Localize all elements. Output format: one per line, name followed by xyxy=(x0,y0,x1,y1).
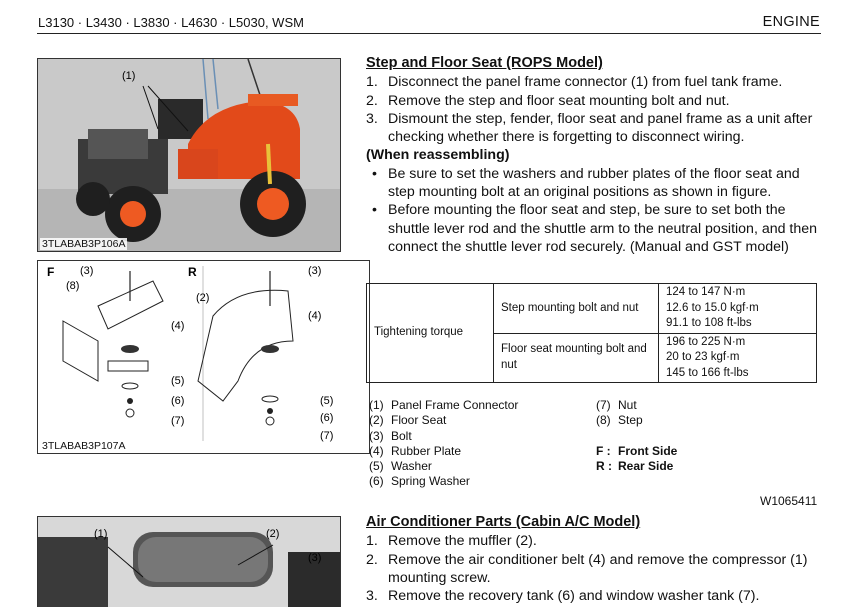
reassembling-bullet: • Be sure to set the washers and rubber plates of the floor seat and step mounting bolt at an original positions as shown in figure. xyxy=(372,165,800,201)
f-callout-8: (8) xyxy=(66,280,80,292)
legend-item: (4) Rubber Plate xyxy=(369,443,462,458)
header-models: L3130 · L3430 · L3830 · L4630 · L5030, WSM xyxy=(38,15,304,30)
r-callout-5: (5) xyxy=(320,395,334,407)
torque-item: Floor seat mounting bolt and nut xyxy=(494,333,659,383)
section1-step: 2. Remove the step and floor seat mounting bolt and nut. xyxy=(366,92,730,109)
fig3-callout-3: (3) xyxy=(308,552,322,564)
f-callout-6: (6) xyxy=(171,395,185,407)
parts-legend-left xyxy=(369,398,518,490)
section2 xyxy=(366,513,822,605)
legend-item: (2) Floor Seat xyxy=(369,413,447,428)
tractor-photo xyxy=(37,58,341,252)
floor-seat-diagram xyxy=(37,260,370,454)
section1-code: W1065411 xyxy=(760,494,818,508)
legend-item: (6) Spring Washer xyxy=(369,474,470,489)
section1 xyxy=(366,54,822,256)
front-side-label: F xyxy=(47,265,55,279)
f-callout-3: (3) xyxy=(80,265,94,277)
f-callout-7: (7) xyxy=(171,415,185,427)
header-rule xyxy=(37,33,821,34)
section2-step: 3. Remove the recovery tank (6) and window washer tank (7). xyxy=(366,588,760,605)
ac-parts-photo xyxy=(37,516,341,607)
torque-values: 124 to 147 N·m 12.6 to 15.0 kgf·m 91.1 to 108 ft-lbs xyxy=(659,284,817,334)
torque-item: Step mounting bolt and nut xyxy=(494,284,659,334)
reassembling-bullet: • Before mounting the floor seat and step, be sure to set both the shuttle lever rod and the shuttle arm to the neutral position, and then connect the shuttle lever rod securely. (Manual and GST model) xyxy=(372,202,818,255)
section1-title: Step and Floor Seat (ROPS Model) xyxy=(366,55,603,71)
figure2-code: 3TLABAB3P107A xyxy=(42,440,126,452)
reassembling-title: (When reassembling) xyxy=(366,147,510,164)
r-callout-2: (2) xyxy=(196,292,210,304)
figure1-code: 3TLABAB3P106A xyxy=(42,238,126,250)
header-section: ENGINE xyxy=(762,14,820,30)
section1-step: 1. Disconnect the panel frame connector (1) from fuel tank frame. xyxy=(366,74,783,91)
torque-table xyxy=(366,283,817,383)
torque-values: 196 to 225 N·m 20 to 23 kgf·m 145 to 166 ft-lbs xyxy=(659,333,817,383)
f-callout-5: (5) xyxy=(171,375,185,387)
legend-item: (3) Bolt xyxy=(369,428,412,443)
legend-item: (1) Panel Frame Connector xyxy=(369,398,519,412)
legend-item: (5) Washer xyxy=(369,459,432,474)
legend-item: R : Rear Side xyxy=(596,458,674,473)
f-callout-4: (4) xyxy=(171,320,185,332)
r-callout-7: (7) xyxy=(320,430,334,442)
r-callout-4: (4) xyxy=(308,310,322,322)
fig3-callout-2: (2) xyxy=(266,528,280,540)
fig3-callout-1: (1) xyxy=(94,528,108,540)
rear-side-label: R xyxy=(188,265,197,279)
fig1-callout: (1) xyxy=(122,70,136,82)
torque-label: Tightening torque xyxy=(367,284,494,383)
section1-step: 3. Dismount the step, fender, floor seat and panel frame as a unit after checking whether there is forgetting to disconnect wiring. xyxy=(366,110,813,146)
parts-legend-right xyxy=(596,398,677,474)
legend-item: F : Front Side xyxy=(596,443,678,458)
legend-item: (8) Step xyxy=(596,413,643,428)
section2-step: 2. Remove the air conditioner belt (4) and remove the compressor (1) mounting screw. xyxy=(366,551,808,586)
legend-item: (7) Nut xyxy=(596,398,637,412)
r-callout-3: (3) xyxy=(308,265,322,277)
section2-title: Air Conditioner Parts (Cabin A/C Model) xyxy=(366,514,641,530)
r-callout-6: (6) xyxy=(320,412,334,424)
section2-step: 1. Remove the muffler (2). xyxy=(366,533,537,550)
legend-item xyxy=(596,429,677,444)
